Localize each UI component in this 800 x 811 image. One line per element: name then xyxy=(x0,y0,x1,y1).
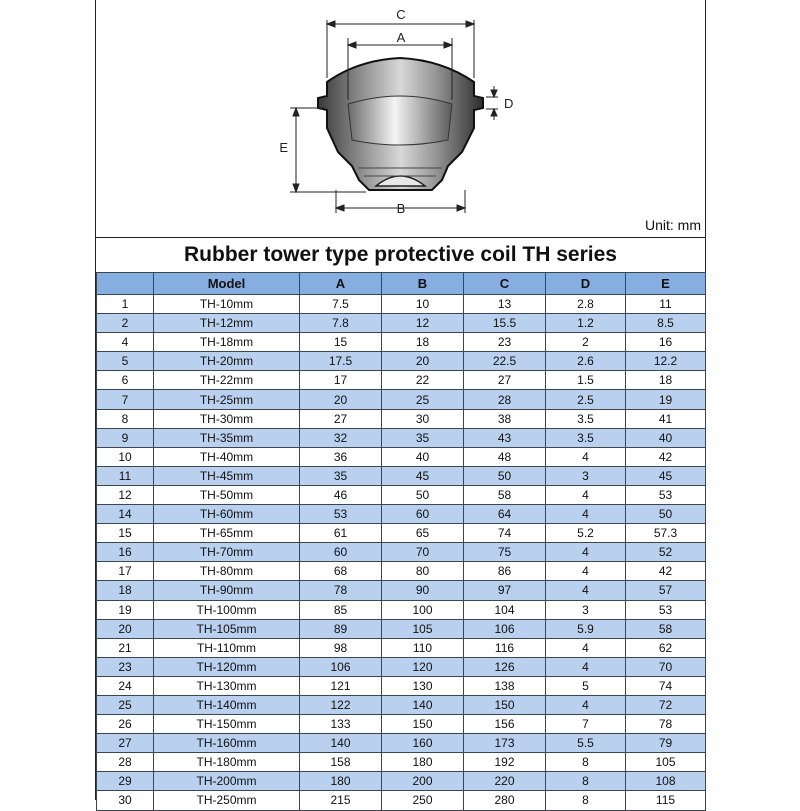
cell-e: 53 xyxy=(626,485,706,504)
cell-a: 89 xyxy=(300,619,382,638)
cell-b: 80 xyxy=(382,562,464,581)
cell-b: 100 xyxy=(382,600,464,619)
cell-b: 180 xyxy=(382,753,464,772)
table-body xyxy=(97,295,706,811)
cell-c: 43 xyxy=(464,428,546,447)
cell-index: 6 xyxy=(97,371,154,390)
table-row xyxy=(97,772,706,791)
cell-c: 58 xyxy=(464,485,546,504)
cell-d: 7 xyxy=(546,715,626,734)
cell-c: 38 xyxy=(464,409,546,428)
cell-c: 48 xyxy=(464,447,546,466)
cell-model: TH-150mm xyxy=(154,715,300,734)
cell-c: 220 xyxy=(464,772,546,791)
cell-c: 86 xyxy=(464,562,546,581)
cell-index: 27 xyxy=(97,734,154,753)
cell-d: 4 xyxy=(546,695,626,714)
cell-c: 75 xyxy=(464,543,546,562)
table-row xyxy=(97,581,706,600)
cell-a: 17.5 xyxy=(300,352,382,371)
header-cell-b: B xyxy=(382,273,464,295)
cell-b: 120 xyxy=(382,657,464,676)
cell-c: 116 xyxy=(464,638,546,657)
cell-c: 104 xyxy=(464,600,546,619)
cell-e: 16 xyxy=(626,333,706,352)
cell-a: 121 xyxy=(300,676,382,695)
table-row xyxy=(97,314,706,333)
label-d: D xyxy=(504,96,514,111)
spec-sheet xyxy=(95,0,706,808)
cell-c: 22.5 xyxy=(464,352,546,371)
cell-b: 250 xyxy=(382,791,464,810)
cell-model: TH-10mm xyxy=(154,295,300,314)
cell-model: TH-250mm xyxy=(154,791,300,810)
cell-a: 140 xyxy=(300,734,382,753)
cell-index: 1 xyxy=(97,295,154,314)
cell-c: 126 xyxy=(464,657,546,676)
cell-index: 24 xyxy=(97,676,154,695)
cell-index: 25 xyxy=(97,695,154,714)
dimension-d xyxy=(486,86,498,120)
cell-e: 57.3 xyxy=(626,524,706,543)
cell-index: 21 xyxy=(97,638,154,657)
header-row xyxy=(97,273,706,295)
cell-d: 5.2 xyxy=(546,524,626,543)
table-title: Rubber tower type protective coil TH series xyxy=(96,237,705,273)
cell-index: 12 xyxy=(97,485,154,504)
cell-e: 12.2 xyxy=(626,352,706,371)
cell-b: 150 xyxy=(382,715,464,734)
cell-a: 78 xyxy=(300,581,382,600)
cell-c: 156 xyxy=(464,715,546,734)
cell-index: 11 xyxy=(97,466,154,485)
header-cell-index xyxy=(97,273,154,295)
table-row xyxy=(97,295,706,314)
cell-index: 18 xyxy=(97,581,154,600)
cell-c: 64 xyxy=(464,505,546,524)
cell-e: 40 xyxy=(626,428,706,447)
cell-d: 1.5 xyxy=(546,371,626,390)
cell-e: 78 xyxy=(626,715,706,734)
cell-e: 11 xyxy=(626,295,706,314)
cell-e: 52 xyxy=(626,543,706,562)
cell-index: 9 xyxy=(97,428,154,447)
cell-index: 5 xyxy=(97,352,154,371)
label-a: A xyxy=(396,30,406,45)
grommet-dimension-diagram xyxy=(96,0,705,236)
cell-index: 30 xyxy=(97,791,154,810)
cell-index: 14 xyxy=(97,505,154,524)
cell-b: 105 xyxy=(382,619,464,638)
cell-e: 79 xyxy=(626,734,706,753)
header-cell-a: A xyxy=(300,273,382,295)
cell-c: 27 xyxy=(464,371,546,390)
cell-e: 57 xyxy=(626,581,706,600)
cell-model: TH-80mm xyxy=(154,562,300,581)
cell-e: 74 xyxy=(626,676,706,695)
cell-a: 32 xyxy=(300,428,382,447)
cell-d: 3 xyxy=(546,466,626,485)
cell-a: 7.8 xyxy=(300,314,382,333)
cell-e: 18 xyxy=(626,371,706,390)
cell-model: TH-12mm xyxy=(154,314,300,333)
unit-label: Unit: mm xyxy=(645,217,701,233)
cell-a: 85 xyxy=(300,600,382,619)
cell-d: 5.5 xyxy=(546,734,626,753)
table-row xyxy=(97,390,706,409)
cell-index: 2 xyxy=(97,314,154,333)
cell-c: 28 xyxy=(464,390,546,409)
cell-model: TH-65mm xyxy=(154,524,300,543)
cell-b: 18 xyxy=(382,333,464,352)
cell-model: TH-20mm xyxy=(154,352,300,371)
table-row xyxy=(97,447,706,466)
cell-d: 4 xyxy=(546,505,626,524)
cell-b: 70 xyxy=(382,543,464,562)
cell-d: 8 xyxy=(546,791,626,810)
cell-d: 5.9 xyxy=(546,619,626,638)
cell-model: TH-180mm xyxy=(154,753,300,772)
cell-d: 2 xyxy=(546,333,626,352)
cell-e: 42 xyxy=(626,562,706,581)
table-row xyxy=(97,676,706,695)
cell-d: 4 xyxy=(546,638,626,657)
cell-d: 4 xyxy=(546,485,626,504)
cell-a: 106 xyxy=(300,657,382,676)
table-row xyxy=(97,715,706,734)
table-row xyxy=(97,791,706,810)
cell-d: 4 xyxy=(546,543,626,562)
table-row xyxy=(97,371,706,390)
cell-c: 23 xyxy=(464,333,546,352)
cell-a: 68 xyxy=(300,562,382,581)
header-cell-e: E xyxy=(626,273,706,295)
cell-b: 90 xyxy=(382,581,464,600)
cell-d: 8 xyxy=(546,772,626,791)
cell-e: 105 xyxy=(626,753,706,772)
cell-c: 138 xyxy=(464,676,546,695)
cell-b: 110 xyxy=(382,638,464,657)
cell-a: 133 xyxy=(300,715,382,734)
cell-a: 158 xyxy=(300,753,382,772)
cell-index: 29 xyxy=(97,772,154,791)
grommet-drawing xyxy=(318,58,483,190)
cell-e: 19 xyxy=(626,390,706,409)
cell-a: 46 xyxy=(300,485,382,504)
cell-b: 20 xyxy=(382,352,464,371)
cell-c: 97 xyxy=(464,581,546,600)
cell-e: 58 xyxy=(626,619,706,638)
cell-b: 12 xyxy=(382,314,464,333)
cell-b: 45 xyxy=(382,466,464,485)
cell-model: TH-105mm xyxy=(154,619,300,638)
table-row xyxy=(97,562,706,581)
cell-c: 192 xyxy=(464,753,546,772)
table-row xyxy=(97,638,706,657)
cell-d: 4 xyxy=(546,657,626,676)
cell-a: 7.5 xyxy=(300,295,382,314)
cell-b: 160 xyxy=(382,734,464,753)
cell-e: 42 xyxy=(626,447,706,466)
cell-model: TH-100mm xyxy=(154,600,300,619)
cell-index: 28 xyxy=(97,753,154,772)
cell-a: 60 xyxy=(300,543,382,562)
table-row xyxy=(97,333,706,352)
cell-a: 36 xyxy=(300,447,382,466)
cell-e: 72 xyxy=(626,695,706,714)
cell-b: 25 xyxy=(382,390,464,409)
cell-e: 50 xyxy=(626,505,706,524)
table-row xyxy=(97,524,706,543)
cell-b: 50 xyxy=(382,485,464,504)
cell-e: 70 xyxy=(626,657,706,676)
cell-a: 17 xyxy=(300,371,382,390)
cell-d: 5 xyxy=(546,676,626,695)
table-row xyxy=(97,543,706,562)
cell-e: 53 xyxy=(626,600,706,619)
cell-c: 15.5 xyxy=(464,314,546,333)
cell-model: TH-110mm xyxy=(154,638,300,657)
cell-d: 2.6 xyxy=(546,352,626,371)
cell-b: 35 xyxy=(382,428,464,447)
table-row xyxy=(97,753,706,772)
cell-index: 17 xyxy=(97,562,154,581)
cell-index: 15 xyxy=(97,524,154,543)
cell-model: TH-40mm xyxy=(154,447,300,466)
cell-d: 4 xyxy=(546,581,626,600)
table-row xyxy=(97,657,706,676)
cell-b: 200 xyxy=(382,772,464,791)
cell-b: 140 xyxy=(382,695,464,714)
cell-model: TH-25mm xyxy=(154,390,300,409)
cell-e: 41 xyxy=(626,409,706,428)
cell-model: TH-130mm xyxy=(154,676,300,695)
label-b: B xyxy=(396,201,406,216)
cell-index: 4 xyxy=(97,333,154,352)
cell-a: 27 xyxy=(300,409,382,428)
spec-table xyxy=(96,272,706,811)
cell-a: 122 xyxy=(300,695,382,714)
cell-d: 3.5 xyxy=(546,428,626,447)
cell-a: 20 xyxy=(300,390,382,409)
table-row xyxy=(97,695,706,714)
cell-a: 15 xyxy=(300,333,382,352)
cell-index: 23 xyxy=(97,657,154,676)
cell-c: 50 xyxy=(464,466,546,485)
cell-c: 74 xyxy=(464,524,546,543)
cell-d: 4 xyxy=(546,562,626,581)
cell-index: 10 xyxy=(97,447,154,466)
cell-a: 215 xyxy=(300,791,382,810)
header-cell-model: Model xyxy=(154,273,300,295)
cell-e: 108 xyxy=(626,772,706,791)
cell-a: 98 xyxy=(300,638,382,657)
cell-model: TH-140mm xyxy=(154,695,300,714)
cell-model: TH-120mm xyxy=(154,657,300,676)
cell-model: TH-50mm xyxy=(154,485,300,504)
cell-d: 2.5 xyxy=(546,390,626,409)
cell-b: 10 xyxy=(382,295,464,314)
cell-d: 3 xyxy=(546,600,626,619)
table-row xyxy=(97,485,706,504)
cell-index: 7 xyxy=(97,390,154,409)
cell-e: 45 xyxy=(626,466,706,485)
cell-index: 16 xyxy=(97,543,154,562)
cell-b: 60 xyxy=(382,505,464,524)
header-cell-c: C xyxy=(464,273,546,295)
cell-c: 106 xyxy=(464,619,546,638)
cell-d: 3.5 xyxy=(546,409,626,428)
cell-d: 2.8 xyxy=(546,295,626,314)
table-row xyxy=(97,734,706,753)
cell-d: 1.2 xyxy=(546,314,626,333)
cell-a: 35 xyxy=(300,466,382,485)
cell-d: 4 xyxy=(546,447,626,466)
cell-e: 8.5 xyxy=(626,314,706,333)
cell-b: 30 xyxy=(382,409,464,428)
table-row xyxy=(97,409,706,428)
table-row xyxy=(97,352,706,371)
cell-e: 62 xyxy=(626,638,706,657)
cell-model: TH-22mm xyxy=(154,371,300,390)
cell-d: 8 xyxy=(546,753,626,772)
cell-model: TH-60mm xyxy=(154,505,300,524)
table-row xyxy=(97,466,706,485)
cell-a: 61 xyxy=(300,524,382,543)
cell-index: 20 xyxy=(97,619,154,638)
label-c: C xyxy=(396,7,406,22)
cell-model: TH-30mm xyxy=(154,409,300,428)
cell-model: TH-200mm xyxy=(154,772,300,791)
cell-index: 19 xyxy=(97,600,154,619)
cell-index: 8 xyxy=(97,409,154,428)
cell-model: TH-70mm xyxy=(154,543,300,562)
cell-model: TH-90mm xyxy=(154,581,300,600)
table-row xyxy=(97,505,706,524)
cell-b: 40 xyxy=(382,447,464,466)
table-row xyxy=(97,600,706,619)
cell-c: 280 xyxy=(464,791,546,810)
cell-b: 22 xyxy=(382,371,464,390)
cell-b: 65 xyxy=(382,524,464,543)
label-e: E xyxy=(279,140,288,155)
header-cell-d: D xyxy=(546,273,626,295)
cell-index: 26 xyxy=(97,715,154,734)
cell-model: TH-18mm xyxy=(154,333,300,352)
table-row xyxy=(97,428,706,447)
cell-model: TH-160mm xyxy=(154,734,300,753)
cell-c: 13 xyxy=(464,295,546,314)
cell-c: 173 xyxy=(464,734,546,753)
cell-a: 180 xyxy=(300,772,382,791)
cell-model: TH-35mm xyxy=(154,428,300,447)
cell-a: 53 xyxy=(300,505,382,524)
table-row xyxy=(97,619,706,638)
cell-e: 115 xyxy=(626,791,706,810)
cell-c: 150 xyxy=(464,695,546,714)
cell-b: 130 xyxy=(382,676,464,695)
cell-model: TH-45mm xyxy=(154,466,300,485)
